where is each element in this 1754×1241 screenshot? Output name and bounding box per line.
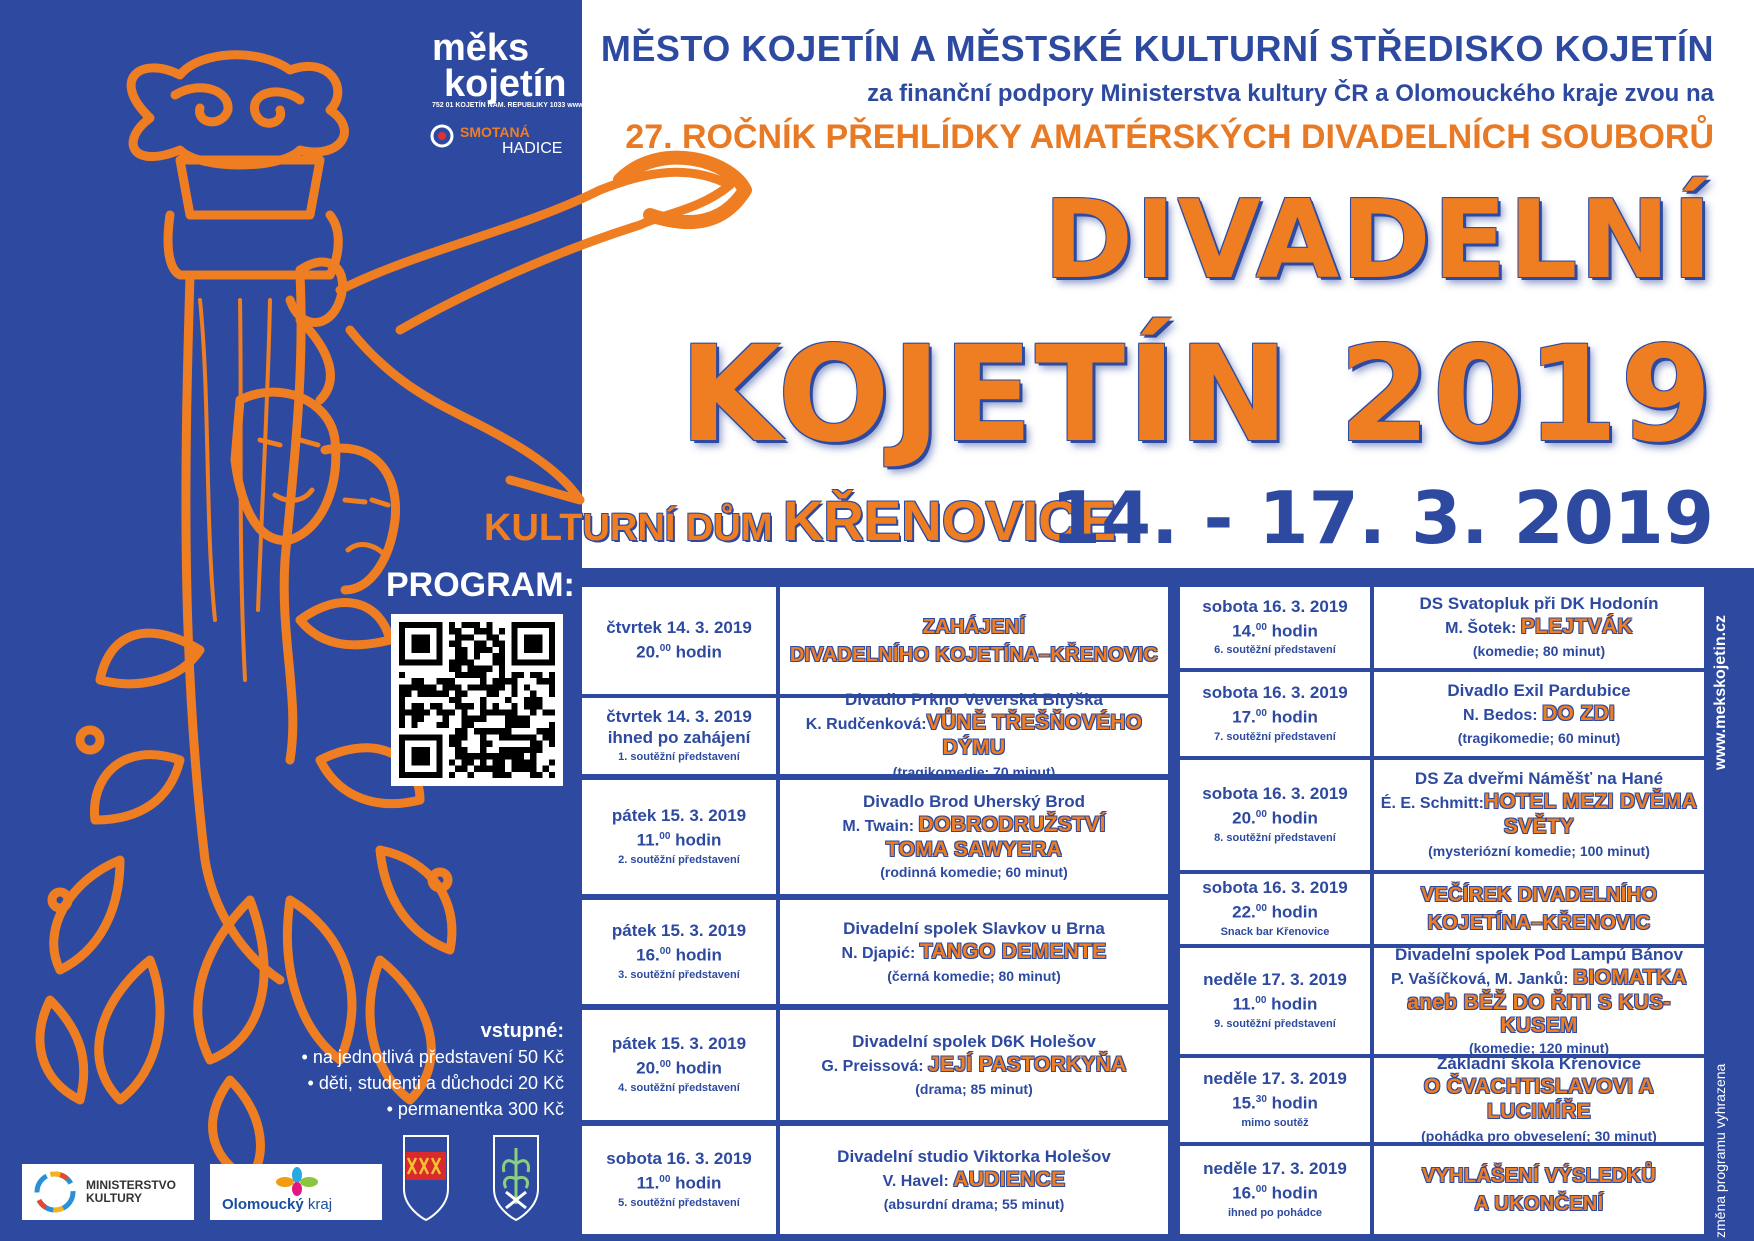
event-genre: (mysteriózní komedie; 100 minut) xyxy=(1428,843,1650,859)
smotana-text: SMOTANÁ xyxy=(460,124,530,140)
schedule-time-unit: hodin xyxy=(1266,621,1318,641)
event-title-line xyxy=(821,1053,1126,1078)
schedule-time-unit: hodin xyxy=(670,830,722,850)
schedule-time xyxy=(637,1169,722,1195)
schedule-time-unit: hodin xyxy=(670,1058,722,1078)
schedule-event-cell xyxy=(780,780,1168,894)
event-genre: (absurdní drama; 55 minut) xyxy=(883,1195,1065,1212)
region-text xyxy=(222,1196,332,1213)
schedule-time-minutes: 00 xyxy=(659,831,671,843)
event-genre: (pohádka pro obveselení; 30 minut) xyxy=(1421,1128,1657,1144)
schedule-time-minutes: 00 xyxy=(659,642,671,654)
meks-logo-line2: kojetín xyxy=(444,63,567,105)
schedule-time-main: 14. xyxy=(1232,621,1256,641)
schedule-time xyxy=(637,826,722,852)
event-title-line xyxy=(1463,702,1615,727)
event-genre: (tragikomedie; 60 minut) xyxy=(1457,729,1621,746)
event-author: N. Djapić: xyxy=(841,944,920,962)
event-author: K. Rudčenková: xyxy=(805,716,927,733)
schedule-event-cell xyxy=(780,587,1168,694)
schedule-date: sobota 16. 3. 2019 xyxy=(1202,878,1348,898)
schedule-event-cell xyxy=(1374,1054,1704,1144)
program-label: PROGRAM: xyxy=(386,566,575,604)
event-genre: (černá komedie; 80 minut) xyxy=(887,967,1061,984)
schedule-event-cell xyxy=(780,1126,1168,1234)
schedule-event-cell xyxy=(1374,672,1704,756)
schedule-time-minutes: 00 xyxy=(1255,708,1267,720)
event-title-line xyxy=(1391,966,1687,991)
ministry-text-line2: KULTURY xyxy=(86,1191,142,1205)
schedule-note: 3. soutěžní představení xyxy=(618,968,740,981)
schedule-time-minutes: 00 xyxy=(659,1174,671,1186)
region-flower-icon xyxy=(265,1167,325,1197)
ministry-of-culture-logo xyxy=(22,1164,194,1220)
schedule-time-minutes: 00 xyxy=(659,946,671,958)
event-title: VŮNĚ TŘEŠŇOVÉHO DÝMU xyxy=(926,711,1143,759)
schedule-time xyxy=(1232,1179,1318,1205)
schedule-note: 9. soutěžní představení xyxy=(1214,1017,1336,1030)
schedule-time-unit: hodin xyxy=(670,642,722,662)
schedule-time-main: 20. xyxy=(636,1058,660,1078)
festival-dates: 14. - 17. 3. 2019 xyxy=(1050,476,1714,560)
hadice-text: HADICE xyxy=(502,140,563,157)
schedule-time xyxy=(1232,804,1318,830)
schedule-note: mimo soutěž xyxy=(1241,1116,1309,1129)
schedule-time xyxy=(1232,1089,1318,1115)
event-title-line2: aneb BĚŽ DO ŘITI S KUS-KUSEM xyxy=(1407,990,1671,1037)
schedule-date-cell xyxy=(1180,672,1370,756)
schedule-time-minutes: 00 xyxy=(1255,1184,1267,1196)
schedule-date: pátek 15. 3. 2019 xyxy=(611,1034,747,1054)
event-group: Divadlo Exil Pardubice xyxy=(1447,680,1631,700)
event-author: M. Šotek: xyxy=(1445,620,1521,637)
schedule-date-cell xyxy=(582,587,776,694)
schedule-date-cell xyxy=(1180,874,1370,944)
admission-heading: vstupné: xyxy=(480,1020,564,1042)
schedule-date: sobota 16. 3. 2019 xyxy=(606,1149,752,1169)
schedule-date-cell xyxy=(1180,587,1370,668)
meks-logo-line1: měks xyxy=(432,27,530,69)
schedule-time-unit: hodin xyxy=(670,1173,722,1193)
schedule-date: pátek 15. 3. 2019 xyxy=(611,806,747,826)
schedule-time-main: 20. xyxy=(636,642,660,662)
event-author: G. Preissová: xyxy=(821,1057,929,1075)
schedule-date-cell xyxy=(582,900,776,1004)
krenovice-coat-of-arms-icon xyxy=(402,1134,450,1222)
schedule-time-unit: hodin xyxy=(1266,994,1318,1014)
schedule-event-cell xyxy=(1374,760,1704,870)
schedule-time-main: 11. xyxy=(636,830,660,850)
ministry-text xyxy=(86,1179,176,1205)
schedule-date: sobota 16. 3. 2019 xyxy=(1202,596,1348,616)
event-title-line xyxy=(786,711,1162,761)
schedule-time-main: 11. xyxy=(636,1173,660,1193)
schedule-note: 4. soutěžní představení xyxy=(618,1081,740,1094)
schedule-note: 1. soutěžní představení xyxy=(618,751,740,763)
schedule-time-minutes: 00 xyxy=(1255,903,1267,915)
schedule-note: 5. soutěžní představení xyxy=(618,1196,740,1209)
schedule-time xyxy=(1233,990,1318,1016)
event-group: DS Za dveřmi Náměšť na Hané xyxy=(1414,769,1664,788)
schedule-date-cell xyxy=(582,1126,776,1234)
schedule-date-cell xyxy=(582,698,776,774)
smotana-hadice-logo xyxy=(430,124,562,158)
event-title-line xyxy=(1380,1075,1698,1125)
event-genre: (rodinná komedie; 60 minut) xyxy=(880,864,1068,880)
schedule-date-cell xyxy=(582,780,776,894)
event-group: Divadelní spolek Slavkov u Brna xyxy=(843,918,1105,938)
schedule-time-main: 16. xyxy=(1232,1183,1256,1203)
schedule-time xyxy=(1232,703,1318,729)
schedule-date-cell xyxy=(582,1010,776,1120)
event-genre: (komedie; 80 minut) xyxy=(1472,643,1606,659)
event-author: N. Bedos: xyxy=(1462,706,1543,724)
schedule-time-unit: hodin xyxy=(1266,1093,1318,1113)
schedule-date-cell xyxy=(1180,1146,1370,1234)
schedule-date: neděle 17. 3. 2019 xyxy=(1203,970,1347,990)
region-text-normal: kraj xyxy=(303,1196,333,1213)
schedule-time xyxy=(608,727,751,749)
schedule-event-cell xyxy=(1374,944,1704,1056)
event-title: O ČVACHTISLAVOVI A LUCIMÍŘE xyxy=(1423,1075,1655,1123)
region-text-bold: Olomoucký xyxy=(222,1196,304,1213)
event-group: Divadlo Brod Uherský Brod xyxy=(863,792,1085,811)
event-group: Divadelní spolek D6K Holešov xyxy=(852,1031,1096,1051)
website-vertical[interactable]: www.mekskojetin.cz xyxy=(1712,614,1729,770)
schedule-date-cell xyxy=(1180,1058,1370,1142)
schedule-time xyxy=(1232,617,1318,643)
schedule-time-main: 22. xyxy=(1232,902,1256,922)
event-title-line2: TOMA SAWYERA xyxy=(885,838,1063,861)
schedule-time-main: 17. xyxy=(1232,707,1256,727)
schedule-time-minutes: 00 xyxy=(1255,809,1267,821)
event-author: M. Twain: xyxy=(842,818,919,835)
event-group: Základní škola Křenovice xyxy=(1436,1054,1642,1073)
schedule-time-main: 16. xyxy=(636,945,660,965)
schedule-date-cell xyxy=(1180,760,1370,870)
schedule-time xyxy=(636,1054,722,1080)
event-title-line xyxy=(1422,1162,1656,1190)
schedule-event-cell xyxy=(1374,1146,1704,1234)
event-title-line xyxy=(1380,790,1698,840)
schedule-event-cell xyxy=(1374,874,1704,944)
program-change-note: změna programu vyhrazena xyxy=(1712,1063,1728,1238)
event-title-line xyxy=(1421,881,1657,909)
schedule-time-main: ihned po zahájení xyxy=(607,728,751,747)
schedule-time-unit: hodin xyxy=(1266,707,1318,727)
qr-code[interactable] xyxy=(391,614,563,786)
kojetin-coat-of-arms-icon xyxy=(492,1134,540,1222)
event-title: BIOMATKA xyxy=(1573,965,1688,989)
event-title-line xyxy=(923,613,1025,641)
organizer-line: MĚSTO KOJETÍN A MĚSTSKÉ KULTURNÍ STŘEDISKO KOJETÍN xyxy=(600,28,1714,69)
admission-item: • na jednotlivá představení 50 Kč xyxy=(301,1047,564,1067)
event-title-line2: A UKONČENÍ xyxy=(1474,1193,1604,1215)
schedule-event-cell xyxy=(1374,587,1704,668)
venue-name: KŘENOVICE xyxy=(783,489,1116,552)
event-title-line xyxy=(842,813,1105,838)
schedule-date: neděle 17. 3. 2019 xyxy=(1203,1159,1347,1179)
schedule-note: Snack bar Křenovice xyxy=(1220,925,1330,938)
schedule-time-main: 15. xyxy=(1232,1093,1256,1113)
schedule-date: čtvrtek 14. 3. 2019 xyxy=(606,707,752,726)
event-title: ZAHÁJENÍ xyxy=(922,615,1026,638)
schedule-time xyxy=(636,638,722,664)
schedule-time xyxy=(636,941,722,967)
schedule-date-cell xyxy=(1180,948,1370,1054)
schedule-time-minutes: 00 xyxy=(659,1059,671,1071)
schedule-time-unit: hodin xyxy=(1266,1183,1318,1203)
event-title: VYHLÁŠENÍ VÝSLEDKŮ xyxy=(1421,1165,1657,1187)
event-title-line2: KOJETÍNA–KŘENOVIC xyxy=(1427,912,1651,934)
meks-logo-small: 752 01 KOJETÍN NÁM. REPUBLIKY 1033 www.mekskojetin.cz xyxy=(432,102,636,109)
event-title: VEČÍREK DIVADELNÍHO xyxy=(1420,884,1658,906)
venue xyxy=(484,488,1116,553)
event-title: TANGO DEMENTE xyxy=(919,939,1107,963)
title-line1: DIVADELNÍ xyxy=(1043,178,1714,303)
event-author: V. Havel: xyxy=(882,1172,954,1190)
event-group: DS Svatopluk při DK Hodonín xyxy=(1419,594,1659,613)
venue-label: KULTURNÍ DŮM xyxy=(484,507,784,549)
schedule-date: sobota 16. 3. 2019 xyxy=(1202,683,1348,703)
schedule-event-cell xyxy=(780,690,1168,780)
event-author: P. Vašíčková, M. Janků: xyxy=(1390,970,1574,988)
schedule-date: pátek 15. 3. 2019 xyxy=(611,921,747,941)
schedule-date: čtvrtek 14. 3. 2019 xyxy=(606,617,752,637)
event-title: JEJÍ PASTORKYŇA xyxy=(928,1052,1127,1076)
schedule-time-minutes: 00 xyxy=(1255,621,1267,633)
event-group: Divadlo Prkno Veverská Bítýška xyxy=(845,690,1103,709)
event-title: DO ZDI xyxy=(1542,701,1616,725)
ministry-emblem-icon xyxy=(32,1169,78,1215)
event-title-line2: DIVADELNÍHO KOJETÍNA–KŘENOVIC xyxy=(789,643,1159,666)
title-line2: KOJETÍN 2019 xyxy=(679,318,1714,472)
admission-item: • děti, studenti a důchodci 20 Kč xyxy=(307,1073,564,1093)
event-genre: (drama; 85 minut) xyxy=(915,1080,1033,1097)
schedule-time-main: 20. xyxy=(1232,808,1256,828)
schedule-note: 8. soutěžní představení xyxy=(1214,831,1336,844)
event-genre: (komedie; 120 minut) xyxy=(1468,1039,1610,1056)
schedule-note: 2. soutěžní představení xyxy=(618,853,740,866)
event-title: DOBRODRUŽSTVÍ xyxy=(918,813,1106,836)
ministry-text-line1: MINISTERSTVO xyxy=(86,1178,177,1192)
schedule-note: 6. soutěžní představení xyxy=(1214,644,1336,657)
event-author: É. E. Schmitt: xyxy=(1380,795,1484,812)
event-title-line xyxy=(842,940,1107,965)
event-title: HOTEL MEZI DVĚMA SVĚTY xyxy=(1483,790,1698,838)
schedule-time-minutes: 30 xyxy=(1255,1094,1267,1106)
event-title: PLEJTVÁK xyxy=(1520,615,1633,638)
support-line: za finanční podpory Ministerstva kultury ČR a Olomouckého kraje zvou na xyxy=(867,80,1714,107)
schedule-time-unit: hodin xyxy=(670,945,722,965)
schedule-time xyxy=(1232,898,1318,924)
schedule-date: sobota 16. 3. 2019 xyxy=(1202,784,1348,804)
event-title-line xyxy=(1445,615,1633,640)
schedule-note: 7. soutěžní představení xyxy=(1214,730,1336,743)
event-group: Divadelní spolek Pod Lampú Bánov xyxy=(1394,944,1684,964)
schedule-time-main: 11. xyxy=(1232,994,1256,1014)
event-group: Divadelní studio Viktorka Holešov xyxy=(837,1146,1111,1166)
event-title-line xyxy=(883,1168,1066,1193)
schedule-time-unit: hodin xyxy=(1266,808,1318,828)
edition-line: 27. ROČNÍK PŘEHLÍDKY AMATÉRSKÝCH DIVADELNÍCH SOUBORŮ xyxy=(625,118,1714,156)
olomoucky-kraj-logo xyxy=(210,1164,382,1220)
schedule-date: neděle 17. 3. 2019 xyxy=(1203,1069,1347,1089)
event-title: AUDIENCE xyxy=(953,1167,1066,1191)
event-genre: (tragikomedie; 70 minut) xyxy=(892,764,1056,780)
admission-item: • permanentka 300 Kč xyxy=(386,1099,564,1119)
schedule-event-cell xyxy=(780,1010,1168,1120)
schedule-event-cell xyxy=(780,900,1168,1004)
schedule-time-minutes: 00 xyxy=(1255,995,1267,1007)
schedule-note: ihned po pohádce xyxy=(1227,1206,1323,1219)
admission xyxy=(302,1018,564,1122)
hose-icon xyxy=(430,124,454,148)
schedule-time-unit: hodin xyxy=(1266,902,1318,922)
qr-code-icon xyxy=(399,622,555,778)
